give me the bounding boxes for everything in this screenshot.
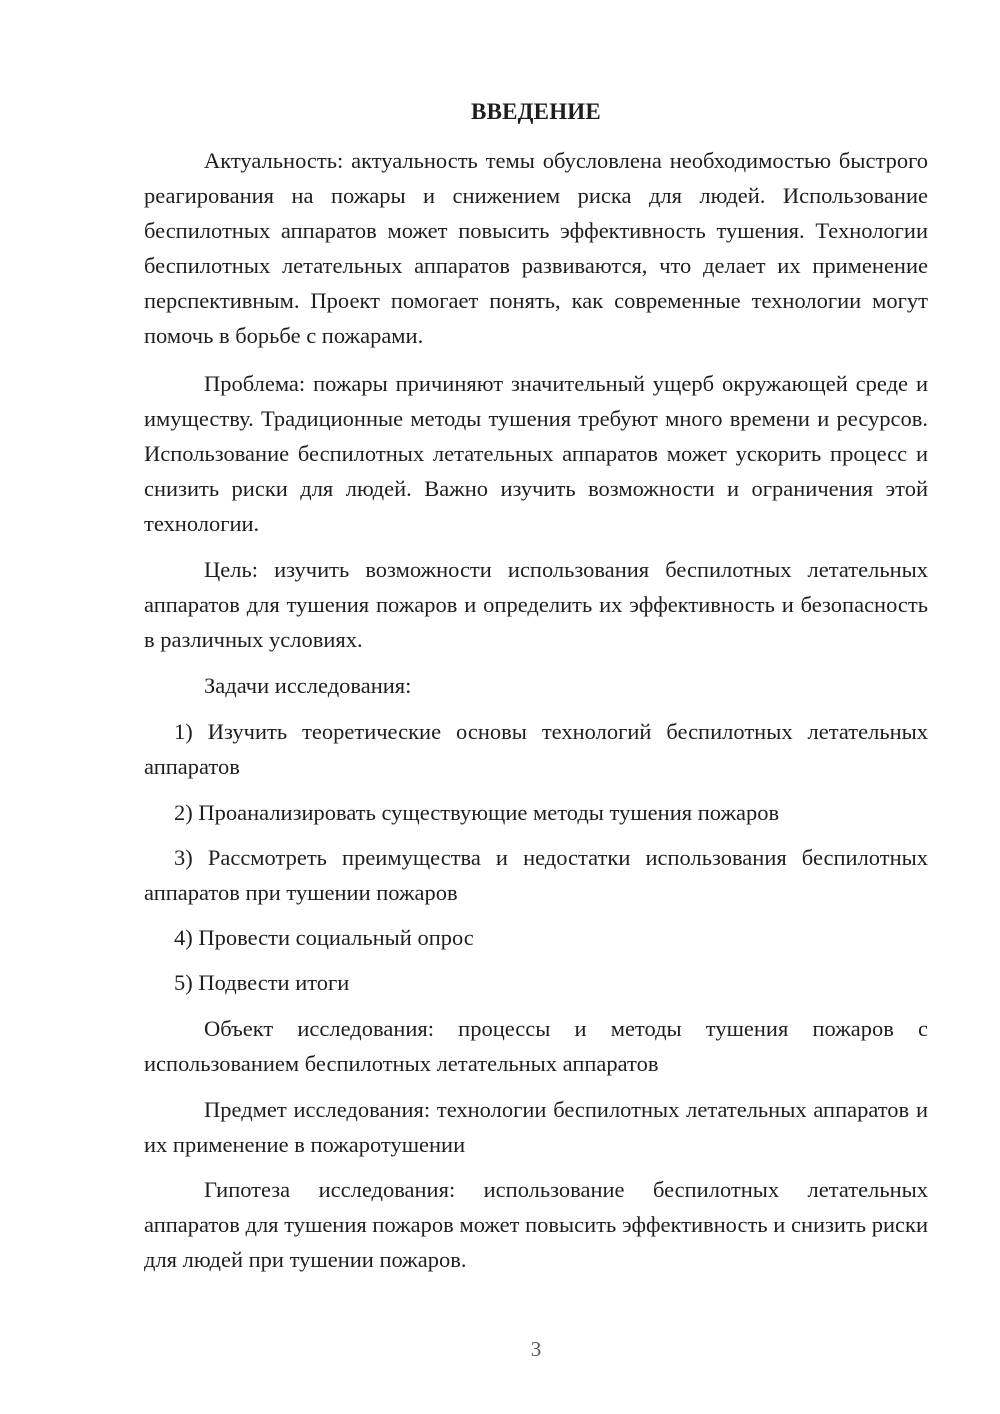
paragraph-tasks-heading: Задачи исследования: (204, 673, 412, 698)
list-item-task-1: 1) Изучить теоретические основы технологий беспилотных летательных аппаратов (144, 719, 928, 779)
list-item-task-4: 4) Провести социальный опрос (174, 925, 474, 950)
list-item-task-3: 3) Рассмотреть преимущества и недостатки использования беспилотных аппаратов при тушении пожаров (144, 845, 928, 905)
list-item-task-2: 2) Проанализировать существующие методы тушения пожаров (174, 800, 780, 825)
paragraph-subject: Предмет исследования: технологии беспилотных летательных аппаратов и их применение в пожаротушении (144, 1097, 928, 1157)
page-number: 3 (530, 1337, 542, 1361)
paragraph-problem: Проблема: пожары причиняют значительный ущерб окружающей среде и имуществу. Традиционные методы тушения требуют много времени и ресурсов. Использование беспилотных летательных аппаратов может ускорить процесс и снизить риски для людей. Важно изучить возможности и ограничения этой технологии. (144, 371, 928, 536)
document-page (144, 0, 928, 1414)
page-title: ВВЕДЕНИЕ (471, 99, 601, 124)
paragraph-hypothesis: Гипотеза исследования: использование беспилотных летательных аппаратов для тушения пожаров может повысить эффективность и снизить риски для людей при тушении пожаров. (144, 1177, 928, 1272)
paragraph-relevance: Актуальность: актуальность темы обусловлена необходимостью быстрого реагирования на пожары и снижением риска для людей. Использование беспилотных аппаратов может повысить эффективность тушения. Технологии беспилотных летательных аппаратов развиваются, что делает их применение перспективным. Проект помогает понять, как современные технологии могут помочь в борьбе с пожарами. (144, 148, 928, 348)
paragraph-object: Объект исследования: процессы и методы тушения пожаров с использованием беспилотных летательных аппаратов (144, 1016, 928, 1076)
list-item-task-5: 5) Подвести итоги (174, 970, 350, 995)
paragraph-goal: Цель: изучить возможности использования беспилотных летательных аппаратов для тушения пожаров и определить их эффективность и безопасность в различных условиях. (144, 557, 928, 652)
